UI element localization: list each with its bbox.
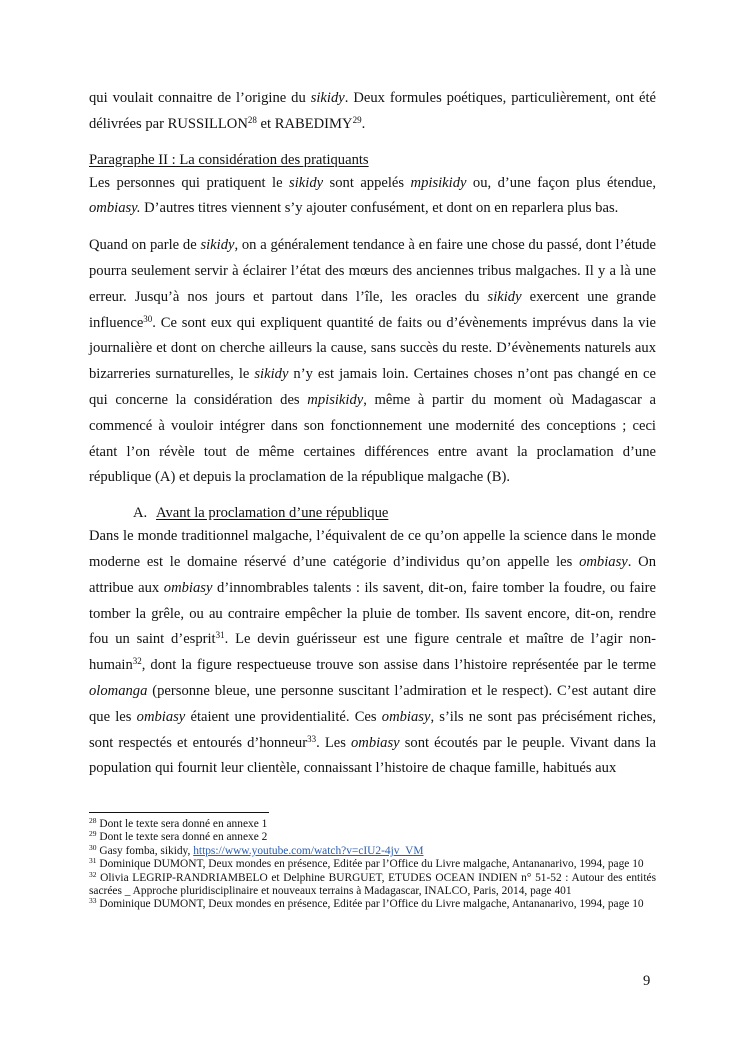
footnote-text: Dont le texte sera donné en annexe 1 xyxy=(96,818,268,830)
text: n’y est jamais loin. Certaines choses n’ont pas changé en ce qui concerne la considération des xyxy=(89,366,657,408)
paragraph-sikidy-influence xyxy=(89,233,656,491)
text: . Deux formules poétiques, particulièrement, ont été délivrées par RUSSILLON xyxy=(89,90,656,132)
text: qui voulait connaitre de l’origine du xyxy=(89,90,311,106)
footnote-33 xyxy=(89,898,656,911)
footnote-31 xyxy=(89,858,656,871)
text: (personne bleue, une personne suscitant l’admiration et le respect). C’est autant dire que les xyxy=(89,682,656,725)
footnote-text: Olivia LEGRIP-RANDRIAMBELO et Delphine BURGUET, ETUDES OCEAN INDIEN n° 51-52 : Autour des entités sacrées _ Approche pluridisciplinaire et nouveaux terrains à Madagascar, INALCO, Paris, 2014, page 401 xyxy=(89,871,656,898)
italic-term: sikidy xyxy=(487,288,522,305)
italic-term: sikidy xyxy=(254,366,289,383)
footnote-text: Dominique DUMONT, Deux mondes en présence, Editée par l’Office du Livre malgache, Antananarivo, 1994, page 10 xyxy=(96,898,644,911)
text: Quand on parle de xyxy=(89,237,201,254)
italic-term: sikidy xyxy=(310,90,345,106)
paragraph-ombiasy xyxy=(89,524,656,782)
footnote-ref[interactable]: 30 xyxy=(143,313,153,324)
italic-term: ombiasy xyxy=(381,708,431,725)
text: D’autres titres viennent s’y ajouter confusément, et dont on en reparlera plus bas. xyxy=(140,200,619,217)
italic-term: sikidy xyxy=(200,237,235,254)
footnote-ref[interactable]: 33 xyxy=(307,733,317,744)
footnote-32 xyxy=(89,869,656,899)
italic-term: ombiasy. xyxy=(89,200,141,217)
section-heading-a xyxy=(133,502,656,524)
footnote-text: Gasy fomba, sikidy, xyxy=(96,844,194,857)
italic-term: sikidy xyxy=(289,174,324,191)
document-page xyxy=(89,86,656,782)
footnote-separator xyxy=(89,812,269,813)
italic-term: mpisikidy xyxy=(410,174,467,191)
section-title: Avant la proclamation d’une république xyxy=(156,505,389,522)
footnote-ref[interactable]: 32 xyxy=(132,656,142,667)
text: . Les xyxy=(316,734,351,751)
italic-term: ombiasy xyxy=(579,553,628,570)
footnote-number: 31 xyxy=(89,856,97,866)
text: ou, d’une façon plus étendue, xyxy=(466,174,656,191)
text: et RABEDIMY xyxy=(256,115,353,132)
footnote-number: 30 xyxy=(89,842,97,852)
footnote-30 xyxy=(89,842,656,858)
italic-term: olomanga xyxy=(89,682,148,699)
footnote-text: Dominique DUMONT, Deux mondes en présence, Editée par l’Office du Livre malgache, Antananarivo, 1994, page 10 xyxy=(96,858,644,871)
italic-term: ombiasy xyxy=(136,708,186,725)
text: . On attribue aux xyxy=(89,553,656,596)
text: Dans le monde traditionnel malgache, l’équivalent de ce qu’on appelle la science dans le monde moderne est le domaine réservé d’une catégorie d’individus qu’on appelle les xyxy=(89,528,656,570)
footnotes xyxy=(89,818,656,912)
paragraph-heading xyxy=(89,149,656,171)
italic-term: ombiasy xyxy=(163,579,213,596)
text: , dont la figure respectueuse trouve son assise dans l’histoire représentée par le terme xyxy=(141,657,656,674)
text: étaient une providentialité. Ces xyxy=(185,708,382,725)
footnote-number: 29 xyxy=(89,829,97,839)
footnote-number: 33 xyxy=(89,896,97,906)
paragraph-origin-sikidy xyxy=(89,86,656,138)
youtube-link[interactable]: https://www.youtube.com/watch?v=cIU2-4jv_VM xyxy=(193,844,424,857)
footnote-number: 28 xyxy=(89,816,97,825)
text: . xyxy=(361,115,366,132)
italic-term: mpisikidy xyxy=(307,391,364,408)
footnote-29 xyxy=(89,831,656,844)
heading-text: Paragraphe II : La considération des pratiquants xyxy=(89,151,369,168)
text: , même à partir du moment où Madagascar a commencé à vouloir intégrer dans son fonctionnement une modernité des conceptions ; ceci étant l’on révèle tout de même certaines différences entre avant la proclamation d’une république (A) et depuis la proclamation de la république malgache (B). xyxy=(89,391,657,486)
text: sont appelés xyxy=(323,174,411,191)
footnote-number: 32 xyxy=(89,869,97,879)
footnote-text: Dont le texte sera donné en annexe 2 xyxy=(96,831,268,844)
footnote-28 xyxy=(89,818,656,831)
page-number: 9 xyxy=(643,973,651,989)
footnote-ref[interactable]: 28 xyxy=(247,114,257,125)
footnote-ref[interactable]: 29 xyxy=(352,114,362,125)
text: , on a généralement tendance à en faire une chose du passé, dont l’étude pourra seulement servir à éclairer l’état des mœurs des anciennes tribus malgaches. Il y a là une erreur. Jusqu’à nos jours et partout dans l’île, les oracles du xyxy=(89,237,656,305)
italic-term: ombiasy xyxy=(350,734,400,751)
text: . Le devin guérisseur est une figure centrale et maître de l’agir non-humain xyxy=(89,631,656,674)
section-letter: A. xyxy=(133,505,148,522)
text: . Ce sont eux qui expliquent quantité de faits ou d’évènements imprévus dans la vie journalière et dont on cherche ailleurs la cause, sans succès du reste. D’évènements naturels aux bizarreries surnaturelles, le xyxy=(89,314,656,383)
text: Les personnes qui pratiquent le xyxy=(89,174,290,191)
footnote-ref[interactable]: 31 xyxy=(215,630,225,641)
text: exercent une grande influence xyxy=(89,288,656,331)
text: d’innombrables talents : ils savent, dit-on, faire tomber la foudre, ou faire tomber la grêle, ou au contraire empêcher la pluie de tomber. Ils savent encore, dit-on, rendre fou un saint d’esprit xyxy=(89,579,656,648)
text: sont écoutés par le peuple. Vivant dans la population qui fournit leur clientèle, connaissant l’histoire de chaque famille, habitués aux xyxy=(89,734,656,777)
paragraph-practitioners xyxy=(89,171,656,223)
text: , s’ils ne sont pas précisément riches, sont respectés et entourés d’honneur xyxy=(89,708,657,751)
